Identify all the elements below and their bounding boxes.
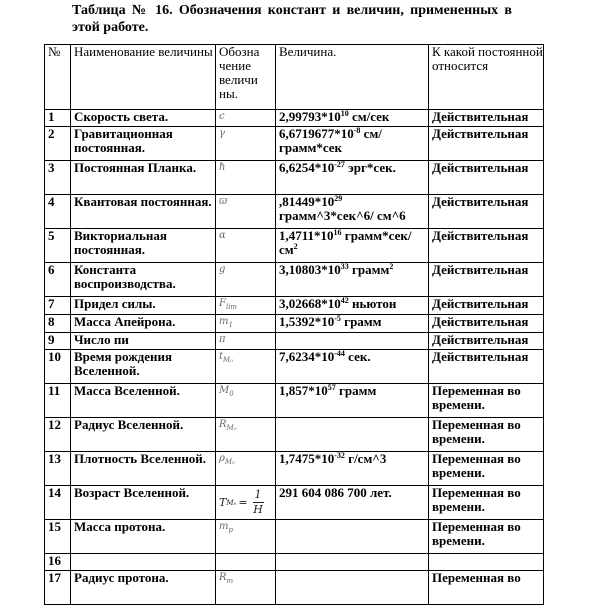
cell-name bbox=[71, 554, 216, 571]
table-row bbox=[45, 195, 544, 229]
cell-symbol: $m_1$ bbox=[216, 315, 276, 333]
cell-symbol: $R_m$ bbox=[216, 571, 276, 605]
cell-value: $6,6254*10^{-27}$ эрг*сек. bbox=[276, 161, 429, 195]
cell-num: 2 bbox=[45, 127, 71, 161]
cell-type: Переменная во времени. bbox=[429, 418, 544, 452]
cell-name: Константа воспроизводства. bbox=[71, 263, 216, 297]
table-row bbox=[45, 486, 544, 520]
cell-value: 291 604 086 700 лет. bbox=[276, 486, 429, 520]
table-row bbox=[45, 229, 544, 263]
cell-symbol: $t_{M_0}$ bbox=[216, 350, 276, 384]
table-row bbox=[45, 333, 544, 350]
cell-num: 8 bbox=[45, 315, 71, 333]
cell-num: 10 bbox=[45, 350, 71, 384]
cell-num: 4 bbox=[45, 195, 71, 229]
cell-type: Действительная bbox=[429, 195, 544, 229]
cell-name: Плотность Вселенной. bbox=[71, 452, 216, 486]
table-row bbox=[45, 571, 544, 605]
cell-type: Переменная во времени. bbox=[429, 452, 544, 486]
cell-type: Действительная bbox=[429, 127, 544, 161]
header-name: Наименование величины bbox=[71, 45, 216, 110]
cell-symbol bbox=[216, 554, 276, 571]
cell-value: $1,857*10^{57}$ грамм bbox=[276, 384, 429, 418]
constants-table bbox=[44, 44, 544, 605]
cell-num: 11 bbox=[45, 384, 71, 418]
cell-value bbox=[276, 520, 429, 554]
cell-name: Квантовая постоянная. bbox=[71, 195, 216, 229]
cell-name: Постоянная Планка. bbox=[71, 161, 216, 195]
cell-value bbox=[276, 554, 429, 571]
header-num: № bbox=[45, 45, 71, 110]
cell-type: Переменная во времени. bbox=[429, 384, 544, 418]
table-row bbox=[45, 452, 544, 486]
cell-name: Масса протона. bbox=[71, 520, 216, 554]
cell-type: Переменная во времени. bbox=[429, 520, 544, 554]
table-body bbox=[45, 110, 544, 605]
cell-num: 5 bbox=[45, 229, 71, 263]
table-row bbox=[45, 315, 544, 333]
cell-symbol: ħ bbox=[216, 161, 276, 195]
cell-num: 13 bbox=[45, 452, 71, 486]
table-caption: Таблица № 16. Обозначения констант и величин, примененных в этой работе. bbox=[72, 3, 512, 35]
cell-symbol: π bbox=[216, 333, 276, 350]
cell-name: Скорость света. bbox=[71, 110, 216, 127]
cell-value bbox=[276, 571, 429, 605]
cell-symbol: γ bbox=[216, 127, 276, 161]
cell-name: Возраст Вселенной. bbox=[71, 486, 216, 520]
cell-num: 12 bbox=[45, 418, 71, 452]
cell-symbol: $R_{M_0}$ bbox=[216, 418, 276, 452]
table-row bbox=[45, 350, 544, 384]
cell-name: Число пи bbox=[71, 333, 216, 350]
table-row bbox=[45, 297, 544, 315]
cell-num: 14 bbox=[45, 486, 71, 520]
cell-value: $1,5392*10^{-5}$ грамм bbox=[276, 315, 429, 333]
header-value: Величина. bbox=[276, 45, 429, 110]
cell-name: Придел силы. bbox=[71, 297, 216, 315]
cell-name: Время рождения Вселенной. bbox=[71, 350, 216, 384]
table-row bbox=[45, 127, 544, 161]
table-row bbox=[45, 110, 544, 127]
cell-num: 7 bbox=[45, 297, 71, 315]
cell-symbol: c bbox=[216, 110, 276, 127]
cell-value bbox=[276, 418, 429, 452]
cell-value: $2,99793*10^{10}$ см/сек bbox=[276, 110, 429, 127]
cell-type: Действительная bbox=[429, 333, 544, 350]
cell-name: Радиус Вселенной. bbox=[71, 418, 216, 452]
cell-name: Масса Апейрона. bbox=[71, 315, 216, 333]
cell-value: $7,6234*10^{-44}$ сек. bbox=[276, 350, 429, 384]
cell-num: 6 bbox=[45, 263, 71, 297]
cell-type: Действительная bbox=[429, 297, 544, 315]
cell-symbol: g bbox=[216, 263, 276, 297]
header-symbol: Обозна чение величи ны. bbox=[216, 45, 276, 110]
cell-type: Действительная bbox=[429, 315, 544, 333]
cell-symbol: $m_p$ bbox=[216, 520, 276, 554]
cell-symbol: $\rho_{M_0}$ bbox=[216, 452, 276, 486]
cell-num: 15 bbox=[45, 520, 71, 554]
cell-value: $1,7475*10^{-32}$ г/см^3 bbox=[276, 452, 429, 486]
cell-type: Действительная bbox=[429, 263, 544, 297]
cell-value: $1,4711*10^{16}$ $грамм*сек/см^2$ bbox=[276, 229, 429, 263]
cell-type: Переменная во bbox=[429, 571, 544, 605]
header-type: К какой постоянной относится bbox=[429, 45, 544, 110]
cell-name: Радиус протона. bbox=[71, 571, 216, 605]
table-row bbox=[45, 161, 544, 195]
cell-symbol: α bbox=[216, 229, 276, 263]
cell-num: 16 bbox=[45, 554, 71, 571]
cell-symbol: ϖ bbox=[216, 195, 276, 229]
cell-num: 3 bbox=[45, 161, 71, 195]
cell-type: Действительная bbox=[429, 229, 544, 263]
cell-type: Переменная во времени. bbox=[429, 486, 544, 520]
cell-type bbox=[429, 554, 544, 571]
table-row bbox=[45, 263, 544, 297]
cell-symbol: $F_{lim}$ bbox=[216, 297, 276, 315]
cell-value bbox=[276, 333, 429, 350]
table-row bbox=[45, 554, 544, 571]
cell-value: $,81449*10^{29}$ грамм^3*сек^6/ см^6 bbox=[276, 195, 429, 229]
cell-type: Действительная bbox=[429, 350, 544, 384]
cell-name: Викториальная постоянная. bbox=[71, 229, 216, 263]
cell-num: 9 bbox=[45, 333, 71, 350]
cell-value: $3,02668*10^{42}$ ньютон bbox=[276, 297, 429, 315]
table-row bbox=[45, 520, 544, 554]
cell-symbol: $M_0$ bbox=[216, 384, 276, 418]
cell-type: Действительная bbox=[429, 110, 544, 127]
table-row bbox=[45, 418, 544, 452]
cell-num: 1 bbox=[45, 110, 71, 127]
cell-type: Действительная bbox=[429, 161, 544, 195]
cell-value: $6,6719677*10^{-8}$ см/грамм*сек bbox=[276, 127, 429, 161]
header-row bbox=[45, 45, 544, 110]
cell-num: 17 bbox=[45, 571, 71, 605]
cell-name: Гравитационная постоянная. bbox=[71, 127, 216, 161]
cell-name: Масса Вселенной. bbox=[71, 384, 216, 418]
cell-value: $3,10803*10^{33}$ грамм$^2$ bbox=[276, 263, 429, 297]
cell-symbol: T M₀ = $\frac{1}{H}$ bbox=[216, 486, 276, 520]
table-row bbox=[45, 384, 544, 418]
